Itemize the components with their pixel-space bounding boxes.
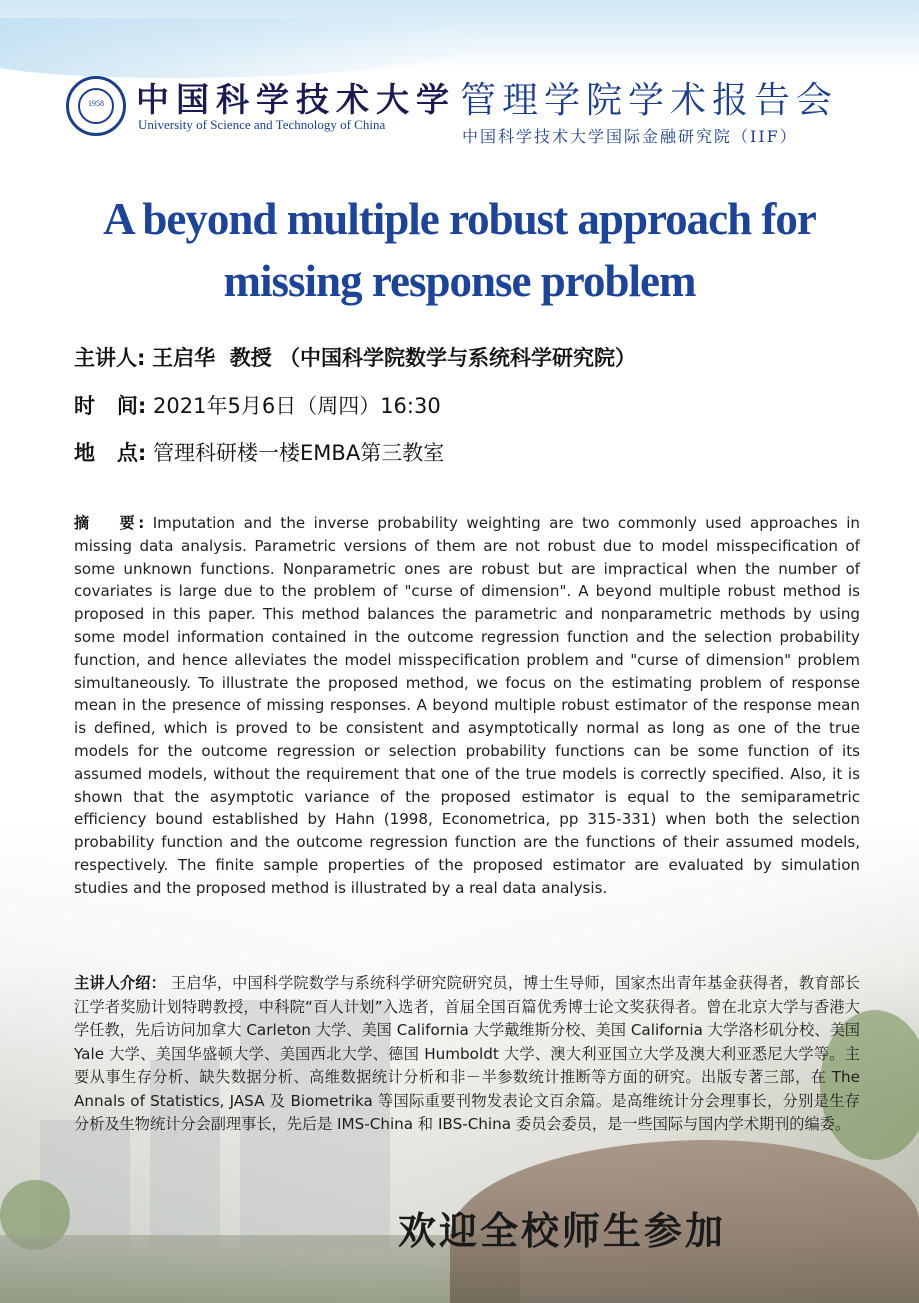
speaker-label: 主讲人: bbox=[74, 346, 146, 370]
place-label: 地 点: bbox=[74, 441, 147, 465]
time-value: 2021年5月6日（周四）16:30 bbox=[153, 394, 441, 418]
bio-text: 王启华，中国科学院数学与系统科学研究院研究员，博士生导师，国家杰出青年基金获得者，教育部长江学者奖励计划特聘教授，中科院“百人计划”入选者，首届全国百篇优秀博士论文奖获得者。曾在北京大学与香港大学任教，先后访问加拿大 Carleton 大学、美国 California 大学戴维斯分校、美国 California 大学洛杉矶分校、美国 Yale 大学、美国华盛顿大学、美国西北大学、德国 Humboldt 大学、澳大利亚国立大学及澳大利亚悉尼大学等。主要从事生存分析、缺失数据分析、高维数据统计分析和非－半参数统计推断等方面的研究。出版专著三部，在 The Annals of Statistics, JASA 及 Biometrika 等国际重要刊物发表论文百余篇。是高维统计分会理事长，分别是生存分析及生物统计分会副理事长，先后是 IMS-China 和 IBS-China 委员会委员，是一些国际与国内学术期刊的编委。 bbox=[74, 974, 861, 1133]
seal-year: 1958 bbox=[88, 99, 104, 108]
university-name-en: University of Science and Technology of China bbox=[138, 117, 386, 132]
abstract-text: Imputation and the inverse probability weighting are two commonly used approaches in missing data analysis. Parametric versions of them are not robust due to model misspecification of some unknown functions. Nonparametric ones are robust but are impractical when the number of covariates is large due to the problem of "curse of dimension". A beyond multiple robust method is proposed in this paper. This method balances the parametric and nonparametric methods by using some model information contained in the outcome regression function and the selection probability function, and hence alleviates the model misspecification problem and "curse of dimension" problem simultaneously. To illustrate the proposed method, we focus on the estimating problem of response mean in the presence of missing responses. A beyond multiple robust estimator of the response mean is defined, which is proved to be consistent and asymptotically normal as long as one of the true models for the outcome regression or selection probability functions can be some function of its assumed models, without the requirement that one of the true models is correctly specified. Also, it is shown that the asymptotic variance of the proposed estimator is equal to the semiparametric efficiency bound established by Hahn (1998, Econometrica, pp 315-331) when both the selection probability function and the outcome regression function are the functions of their assumed models, respectively. The finite sample properties of the proposed estimator are evaluated by simulation studies and the proposed method is illustrated by a real data analysis. bbox=[74, 514, 860, 897]
talk-title bbox=[40, 188, 879, 312]
event-title: 管理学院学术报告会 bbox=[460, 80, 839, 121]
bio-label: 主讲人介绍： bbox=[74, 974, 166, 992]
event-subtitle: 中国科学技术大学国际金融研究院（IIF） bbox=[462, 127, 798, 146]
speaker-row bbox=[74, 342, 636, 372]
speaker-value: 王启华 教授 （中国科学院数学与系统科学研究院） bbox=[152, 346, 637, 370]
welcome-banner: 欢迎全校师生参加 bbox=[398, 1208, 727, 1253]
time-label: 时 间: bbox=[74, 394, 147, 418]
place-row bbox=[74, 437, 444, 467]
university-name-cn: 中国科学技术大学 bbox=[136, 80, 456, 119]
speaker-bio-section bbox=[74, 972, 860, 1137]
talk-title-line-2: missing response problem bbox=[223, 256, 696, 306]
abstract-section bbox=[74, 512, 860, 900]
place-value: 管理科研楼一楼EMBA第三教室 bbox=[153, 441, 445, 465]
abstract-label: 摘 要: bbox=[74, 514, 145, 532]
time-row bbox=[74, 390, 441, 420]
university-seal-logo bbox=[66, 76, 126, 136]
talk-title-line-1: A beyond multiple robust approach for bbox=[103, 194, 816, 244]
